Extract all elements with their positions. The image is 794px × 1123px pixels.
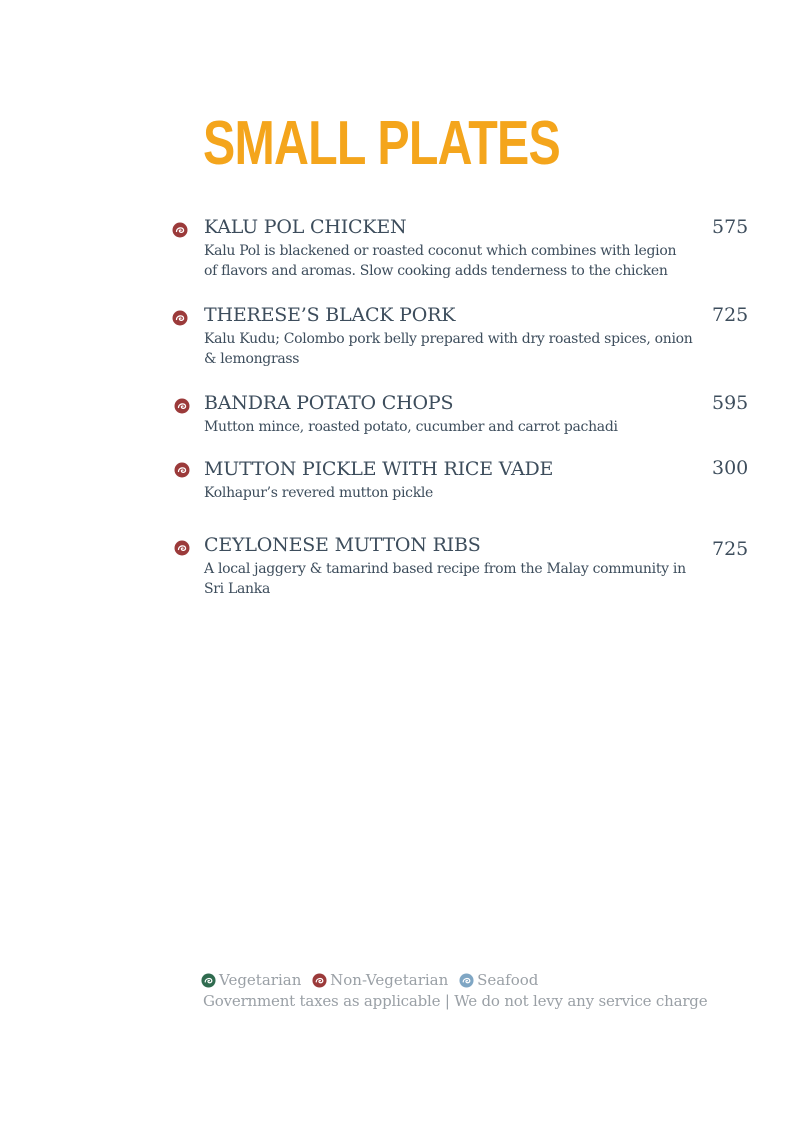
item-name: CEYLONESE MUTTON RIBS [204,534,481,556]
description-line: & lemongrass [204,351,300,367]
item-price: 595 [712,392,749,414]
description-line: Kolhapur’s revered mutton pickle [204,485,434,501]
description-line: Mutton mince, roasted potato, cucumber and carrot pachadi [204,419,618,435]
non-vegetarian-icon [172,310,188,326]
vegetarian-icon [201,973,216,988]
legend-label: Non-Vegetarian [330,971,449,989]
legend-label: Vegetarian [219,971,302,989]
dietary-legend [201,970,544,993]
non-vegetarian-icon [172,222,188,238]
item-description [204,417,704,437]
item-description [204,241,704,281]
item-name: BANDRA POTATO CHOPS [204,392,454,414]
item-description [204,483,704,503]
page-title: SMALL PLATES [203,109,560,178]
description-line: of flavors and aromas. Slow cooking adds tenderness to the chicken [204,263,668,279]
non-vegetarian-icon [174,540,190,556]
item-description [204,329,704,369]
legend-seafood [459,970,538,990]
description-line: Kalu Kudu; Colombo pork belly prepared with dry roasted spices, onion [204,331,693,347]
legend-non-vegetarian [312,970,448,990]
item-name: THERESE’S BLACK PORK [204,304,456,326]
description-line: Kalu Pol is blackened or roasted coconut which combines with legion [204,243,677,259]
tax-note: Government taxes as applicable | We do not levy any service charge [203,992,708,1010]
description-line: Sri Lanka [204,581,271,597]
non-vegetarian-icon [174,462,190,478]
seafood-icon [459,973,474,988]
legend-label: Seafood [477,971,539,989]
item-name: KALU POL CHICKEN [204,216,407,238]
item-name: MUTTON PICKLE WITH RICE VADE [204,458,554,480]
description-line: A local jaggery & tamarind based recipe from the Malay community in [204,561,686,577]
item-price: 300 [712,457,749,479]
non-vegetarian-icon [312,973,327,988]
legend-vegetarian [201,970,301,990]
item-price: 725 [712,538,749,560]
non-vegetarian-icon [174,398,190,414]
item-description [204,559,704,599]
item-price: 575 [712,216,749,238]
item-price: 725 [712,304,749,326]
